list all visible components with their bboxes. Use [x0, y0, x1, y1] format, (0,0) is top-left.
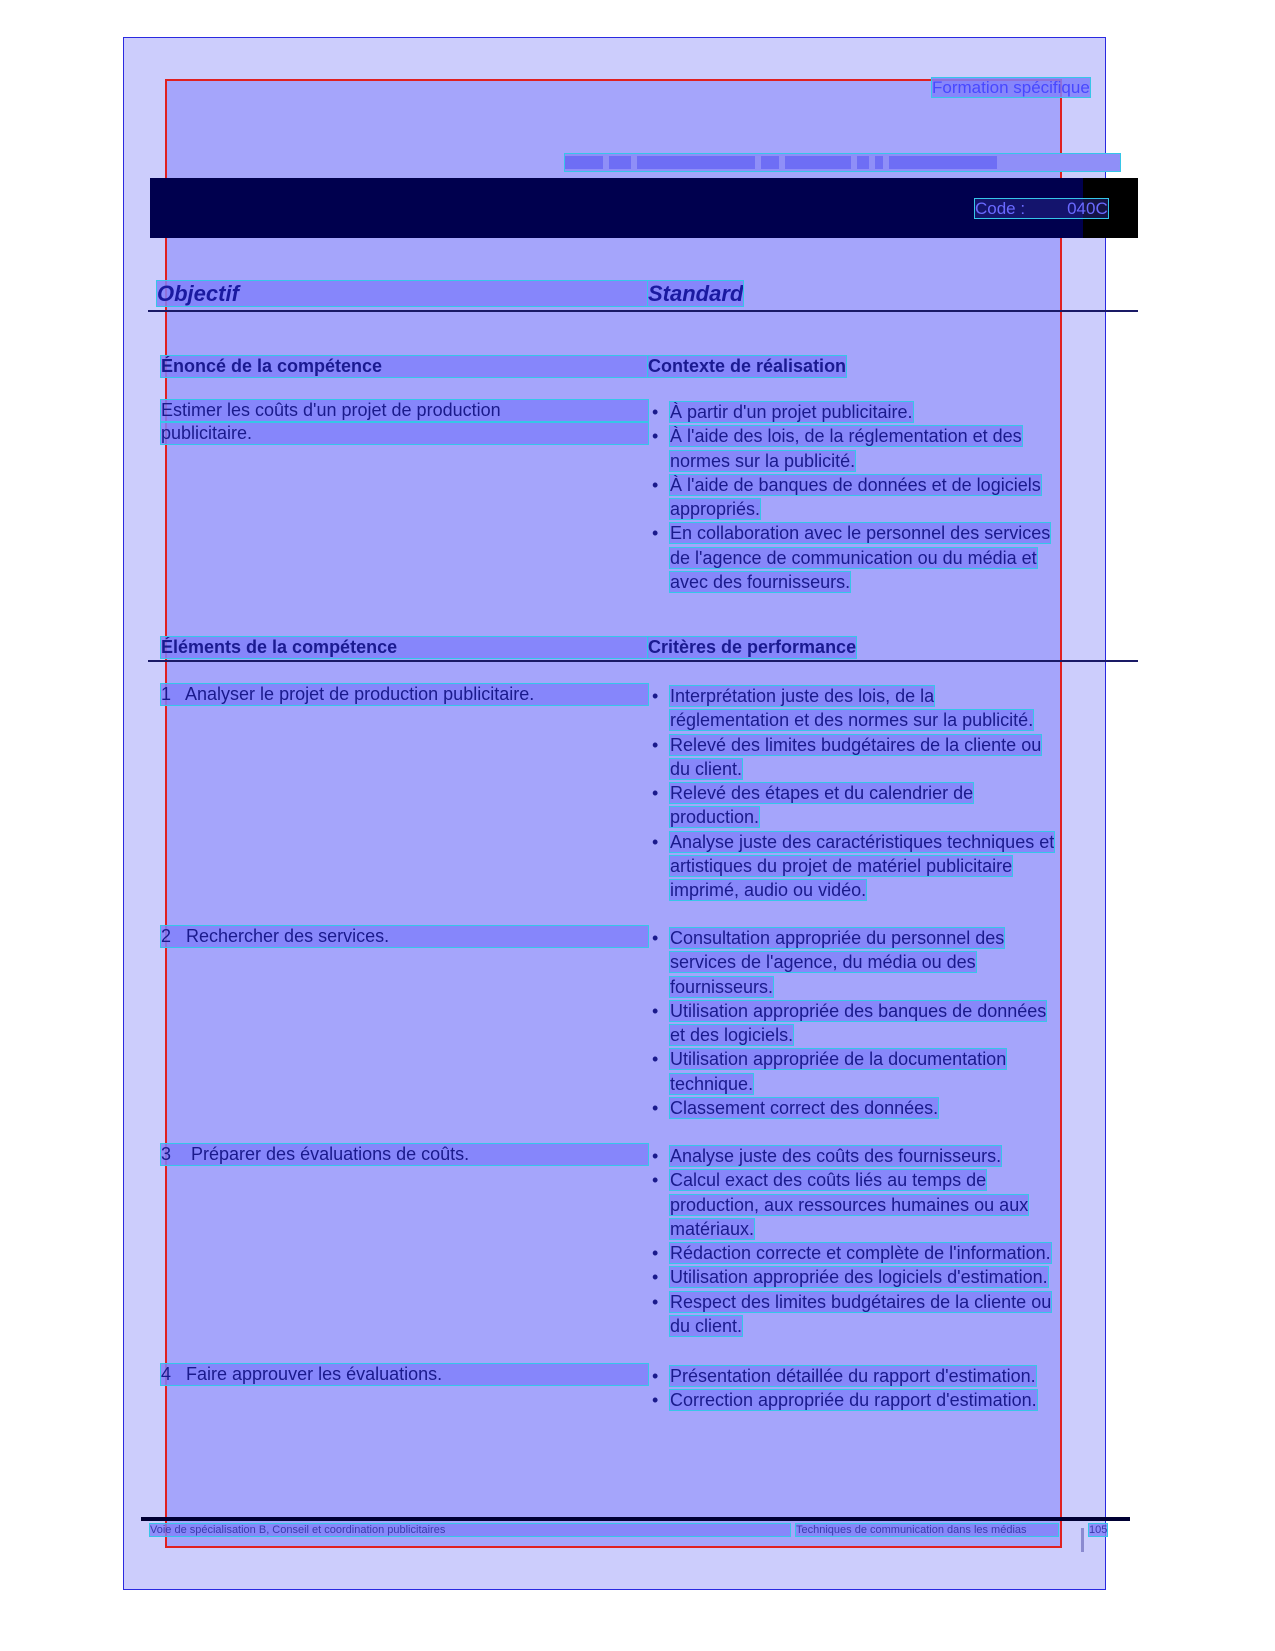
code-value: 040C: [1067, 199, 1108, 218]
element-2-criteria: [648, 926, 1108, 1120]
criterion-line: fournisseurs.: [670, 976, 774, 997]
formation-label: Formation spécifique: [932, 78, 1090, 97]
criterion-line: À l'aide de banques de données et de logiciels: [670, 474, 1041, 495]
footer-divider: [1081, 1528, 1084, 1552]
criterion-line: production, aux ressources humaines ou aux: [670, 1194, 1029, 1215]
element-1-criteria: [648, 684, 1108, 903]
criterion-line: du client.: [670, 1316, 743, 1337]
context-heading: Contexte de réalisation: [648, 356, 847, 376]
criterion-line: production.: [670, 807, 760, 828]
code-label: Code :: [975, 199, 1026, 218]
code-line: [975, 199, 1108, 218]
criterion-line: Rédaction correcte et complète de l'information.: [670, 1243, 1051, 1264]
competence-text-line-1: Estimer les coûts d'un projet de production: [161, 400, 648, 421]
criterion-line: Relevé des étapes et du calendrier de: [670, 783, 974, 804]
criterion-line: avec des fournisseurs.: [670, 572, 851, 593]
criterion-line: réglementation et des normes sur la publicité.: [670, 710, 1034, 731]
criterion-item: [648, 1047, 1108, 1096]
criterion-item: [648, 733, 1108, 782]
criterion-item: [648, 424, 1108, 473]
header-decoration-bar: [565, 154, 1120, 171]
criteria-heading: Critères de performance: [648, 637, 857, 657]
criterion-item: [648, 521, 1108, 594]
element-3-criteria: [648, 1144, 1108, 1338]
criterion-line: Calcul exact des coûts liés au temps de: [670, 1170, 987, 1191]
standard-heading: Standard: [648, 281, 744, 306]
criterion-item: [648, 473, 1108, 522]
competence-heading: Énoncé de la compétence: [161, 356, 648, 377]
criterion-line: Classement correct des données.: [670, 1098, 939, 1119]
criterion-line: et des logiciels.: [670, 1025, 794, 1046]
criterion-item: [648, 400, 1108, 424]
criterion-item: [648, 1096, 1108, 1120]
objectif-rule: [148, 310, 1138, 312]
objectif-heading: Objectif: [157, 281, 647, 306]
criterion-line: artistiques du projet de matériel publicitaire: [670, 856, 1013, 877]
footer-left-text: Voie de spécialisation B, Conseil et coordination publicitaires: [150, 1524, 790, 1536]
element-3-label: 3 Préparer des évaluations de coûts.: [161, 1144, 648, 1165]
criterion-line: Respect des limites budgétaires de la cliente ou: [670, 1291, 1052, 1312]
criterion-line: du client.: [670, 758, 743, 779]
page-number: 105: [1089, 1524, 1108, 1536]
criterion-line: À partir d'un projet publicitaire.: [670, 402, 913, 422]
criterion-item: [648, 830, 1108, 903]
competence-text-line-2: publicitaire.: [161, 423, 648, 444]
element-4-criteria: [648, 1364, 1108, 1413]
criterion-line: À l'aide des lois, de la réglementation et des: [670, 426, 1022, 447]
criterion-line: Consultation appropriée du personnel des: [670, 928, 1005, 948]
criterion-line: Interprétation juste des lois, de la: [670, 686, 935, 706]
criterion-line: normes sur la publicité.: [670, 450, 856, 471]
footer-rule: [141, 1517, 1130, 1521]
element-2-label: 2 Rechercher des services.: [161, 926, 648, 947]
criterion-line: imprimé, audio ou vidéo.: [670, 880, 867, 901]
criterion-item: [648, 1388, 1108, 1412]
criterion-line: Analyse juste des caractéristiques techniques et: [670, 831, 1055, 852]
criterion-line: de l'agence de communication ou du média et: [670, 547, 1037, 568]
criterion-line: appropriés.: [670, 499, 761, 520]
criterion-item: [648, 1144, 1108, 1168]
criterion-line: technique.: [670, 1073, 754, 1094]
criterion-item: [648, 1290, 1108, 1339]
criterion-item: [648, 999, 1108, 1048]
criterion-line: Utilisation appropriée des banques de données: [670, 1000, 1047, 1021]
criterion-line: services de l'agence, du média ou des: [670, 952, 976, 973]
criterion-line: Relevé des limites budgétaires de la cliente ou: [670, 734, 1042, 755]
criterion-item: [648, 1265, 1108, 1289]
criterion-item: [648, 781, 1108, 830]
criterion-item: [648, 1168, 1108, 1241]
context-list: [648, 400, 1108, 594]
criterion-line: Utilisation appropriée des logiciels d'estimation.: [670, 1267, 1048, 1288]
criterion-line: En collaboration avec le personnel des services: [670, 523, 1051, 544]
criterion-line: Utilisation appropriée de la documentation: [670, 1049, 1007, 1070]
criterion-item: [648, 1364, 1108, 1388]
criterion-line: matériaux.: [670, 1218, 755, 1239]
elements-rule: [148, 660, 1138, 662]
footer-right-text: Techniques de communication dans les médias: [796, 1524, 1058, 1536]
criterion-line: Correction appropriée du rapport d'estimation.: [670, 1390, 1037, 1411]
criterion-item: [648, 926, 1108, 999]
criterion-item: [648, 1241, 1108, 1265]
element-1-label: 1 Analyser le projet de production publicitaire.: [161, 684, 648, 705]
criterion-line: Analyse juste des coûts des fournisseurs.: [670, 1146, 1002, 1166]
criterion-line: Présentation détaillée du rapport d'estimation.: [670, 1366, 1036, 1386]
element-4-label: 4 Faire approuver les évaluations.: [161, 1364, 648, 1385]
elements-heading: Éléments de la compétence: [161, 637, 648, 658]
criterion-item: [648, 684, 1108, 733]
